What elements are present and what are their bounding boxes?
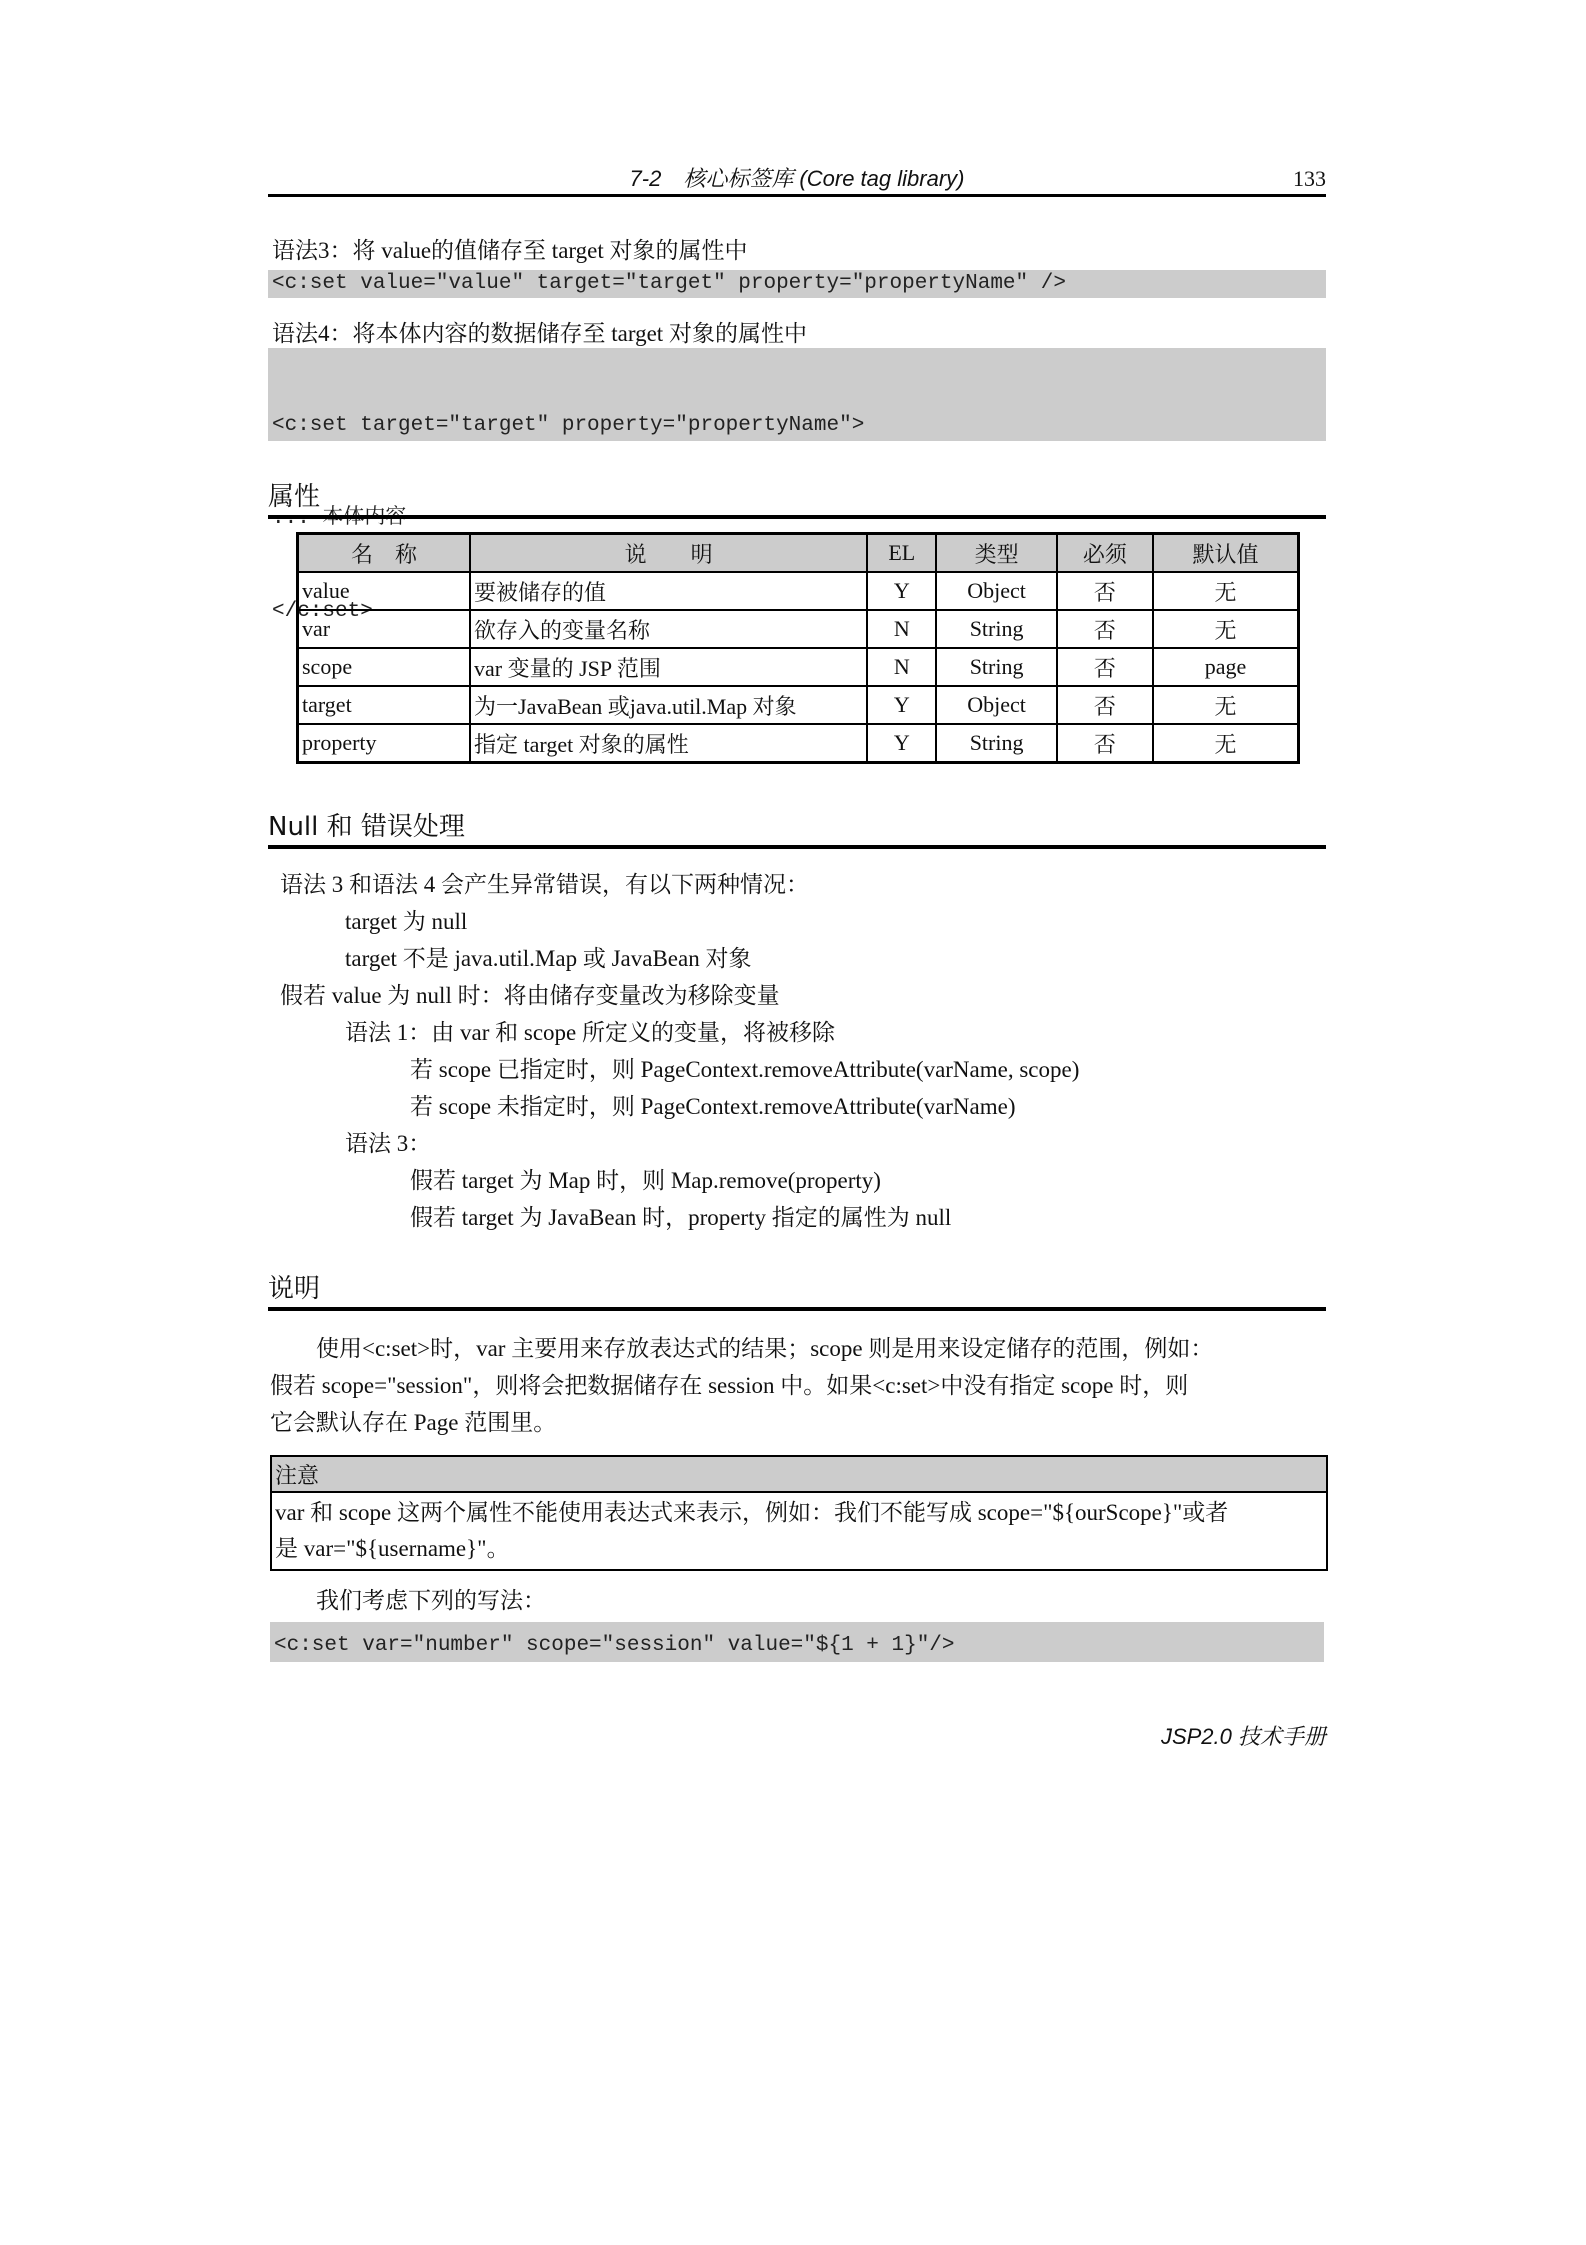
- cell-name: var: [298, 610, 471, 648]
- cell-type: String: [936, 610, 1056, 648]
- list-item: 若 scope 未指定时，则 PageContext.removeAttribute(varName): [410, 1094, 1016, 1119]
- code-line: ... 本体内容: [272, 507, 407, 530]
- table-row: [298, 572, 1299, 610]
- running-header: [268, 160, 1326, 197]
- cell-el: Y: [867, 724, 936, 763]
- cell-el: Y: [867, 686, 936, 724]
- list-item: 假若 target 为 Map 时，则 Map.remove(property): [410, 1168, 881, 1193]
- table-header-row: [298, 534, 1299, 573]
- table-row: [298, 648, 1299, 686]
- list-item: 假若 value 为 null 时：将由储存变量改为移除变量: [280, 983, 780, 1008]
- code-line: </c:set>: [272, 600, 373, 623]
- cell-required: 否: [1057, 572, 1153, 610]
- cell-type: String: [936, 648, 1056, 686]
- col-header-default: 默认值: [1153, 534, 1298, 573]
- table-row: [298, 686, 1299, 724]
- cell-default: 无: [1153, 724, 1298, 763]
- col-header-type: 类型: [936, 534, 1056, 573]
- note-body: [272, 1493, 1326, 1569]
- page-footer: JSP2.0 技术手册: [1160, 1724, 1326, 1749]
- cell-description: 为一JavaBean 或java.util.Map 对象: [470, 686, 867, 724]
- paragraph-line: 假若 scope="session"，则将会把数据储存在 session 中。如果<c:set>中没有指定 scope 时，则: [270, 1373, 1189, 1398]
- attributes-table: [296, 532, 1300, 764]
- cell-el: N: [867, 610, 936, 648]
- page-number: 133: [1293, 166, 1326, 191]
- syntax4-label: 语法4：将本体内容的数据储存至 target 对象的属性中: [272, 321, 807, 346]
- list-item: 若 scope 已指定时，则 PageContext.removeAttribute(varName, scope): [410, 1057, 1080, 1082]
- col-header-name: 名 称: [298, 534, 471, 573]
- note-line: 是 var="${username}"。: [275, 1536, 510, 1561]
- cell-required: 否: [1057, 686, 1153, 724]
- cell-default: page: [1153, 648, 1298, 686]
- cell-description: var 变量的 JSP 范围: [470, 648, 867, 686]
- section-title-description: 说明: [268, 1268, 1326, 1311]
- paragraph-line: 使用<c:set>时，var 主要用来存放表达式的结果；scope 则是用来设定储存的范围，例如：: [270, 1336, 1214, 1361]
- list-item: 语法 3 和语法 4 会产生异常错误，有以下两种情况：: [280, 872, 809, 897]
- cell-name: value: [298, 572, 471, 610]
- cell-required: 否: [1057, 648, 1153, 686]
- cell-description: 指定 target 对象的属性: [470, 724, 867, 763]
- list-item: target 为 null: [345, 909, 468, 934]
- chapter-title: 7-2 核心标签库 (Core tag library): [629, 166, 965, 191]
- list-item: target 不是 java.util.Map 或 JavaBean 对象: [345, 946, 752, 971]
- cell-description: 要被储存的值: [470, 572, 867, 610]
- cell-default: 无: [1153, 686, 1298, 724]
- section-title-null-handling: Null 和 错误处理: [268, 806, 1326, 849]
- cell-name: target: [298, 686, 471, 724]
- col-header-required: 必须: [1057, 534, 1153, 573]
- syntax3-label: 语法3：将 value的值储存至 target 对象的属性中: [272, 238, 748, 263]
- cell-name: property: [298, 724, 471, 763]
- col-header-el: EL: [867, 534, 936, 573]
- note-line: var 和 scope 这两个属性不能使用表达式来表示，例如：我们不能写成 scope="${ourScope}"或者: [275, 1500, 1229, 1525]
- cell-type: String: [936, 724, 1056, 763]
- cell-el: Y: [867, 572, 936, 610]
- cell-default: 无: [1153, 572, 1298, 610]
- cell-el: N: [867, 648, 936, 686]
- cell-type: Object: [936, 572, 1056, 610]
- col-header-description: 说 明: [470, 534, 867, 573]
- note-box: [270, 1455, 1328, 1571]
- cell-description: 欲存入的变量名称: [470, 610, 867, 648]
- cell-required: 否: [1057, 724, 1153, 763]
- cell-name: scope: [298, 648, 471, 686]
- syntax3-code: <c:set value="value" target="target" property="propertyName" />: [268, 270, 1326, 298]
- table-row: [298, 610, 1299, 648]
- null-handling-list: [280, 866, 1079, 1236]
- list-item: 语法 3：: [345, 1131, 432, 1156]
- list-item: 语法 1：由 var 和 scope 所定义的变量，将被移除: [345, 1020, 835, 1045]
- cell-type: Object: [936, 686, 1056, 724]
- list-item: 假若 target 为 JavaBean 时，property 指定的属性为 null: [410, 1205, 952, 1230]
- table-row: [298, 724, 1299, 763]
- note-title: 注意: [272, 1457, 1326, 1493]
- consider-text: 我们考虑下列的写法：: [270, 1588, 546, 1613]
- cell-required: 否: [1057, 610, 1153, 648]
- section-title-attributes: 属性: [268, 476, 1326, 519]
- description-paragraph: [270, 1330, 1213, 1441]
- cell-default: 无: [1153, 610, 1298, 648]
- code-line: <c:set target="target" property="propertyName">: [272, 414, 865, 437]
- paragraph-line: 它会默认存在 Page 范围里。: [270, 1410, 557, 1435]
- example-code: <c:set var="number" scope="session" value="${1 + 1}"/>: [270, 1622, 1324, 1662]
